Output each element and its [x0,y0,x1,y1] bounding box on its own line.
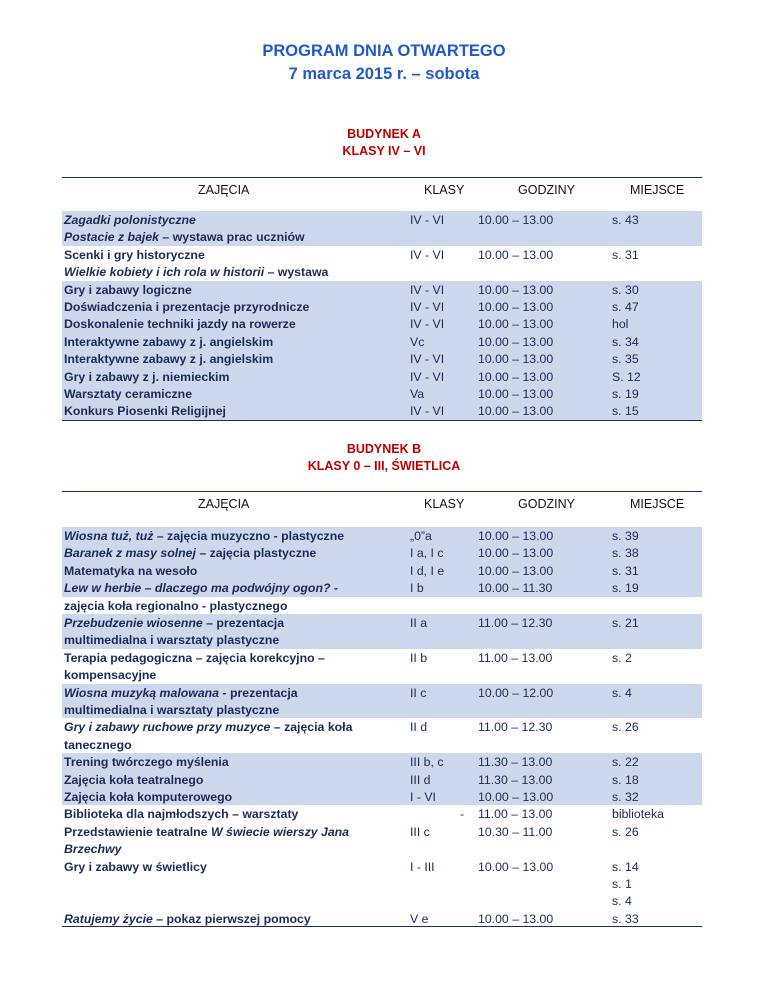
place-cell: s. 34 [612,334,639,349]
activity-cell [64,685,298,702]
table-b-top-rule [62,491,702,492]
activity-text-italic: Przebudzenie wiosenne [64,616,203,630]
activity-cell [64,789,232,806]
hours-cell: 10.00 – 13.00 [478,369,554,384]
activity-cell [64,299,309,316]
hours-cell: 10.00 – 13.00 [478,334,554,349]
hours-cell: 10.00 – 12.00 [478,685,554,700]
activity-text-bold: Warsztaty ceramiczne [64,387,193,401]
classes-cell: I - III [410,859,435,874]
hours-cell: 10.00 – 13.00 [478,352,554,367]
building-a-subtitle: KLASY IV – VI [342,144,426,158]
activity-text-italic: Wiosna muzyką malowana [64,685,220,700]
activity-cell [64,841,121,858]
activity-cell [64,580,338,597]
activity-text-italic: Lew w herbie – dlaczego ma podwójny ogon? - [64,581,338,596]
place-cell: s. 30 [612,282,639,297]
activity-text-bold: Interaktywne zabawy z j. angielskim [64,334,274,349]
place-cell: s. 22 [612,755,639,770]
activity-text-bold: Zajęcia koła komputerowego [64,790,233,804]
hours-cell: 10.00 – 13.00 [478,282,554,297]
classes-cell: III c [410,824,430,839]
place-cell: s. 21 [612,616,639,630]
activity-cell [64,351,273,368]
classes-cell: III d [410,772,431,787]
classes-cell: Vc [410,334,425,349]
table-b-header-classes: KLASY [424,497,465,511]
activity-text-bold: Biblioteka dla najmłodszych – warsztaty [64,807,299,822]
activity-text-rest: - prezentacja [219,685,298,700]
activity-text-italic: Brzechwy [64,842,122,857]
activity-cell [64,632,279,649]
table-b-header-place: MIEJSCE [630,497,685,511]
place-cell: s. 15 [612,404,639,419]
activity-text-italic: Zagadki polonistyczne [64,213,196,227]
activity-text-bold: Matematyka na wesoło [64,563,198,578]
classes-cell: - [460,807,465,822]
table-a-header-hours: GODZINY [518,183,575,197]
place-cell: s. 39 [612,529,639,543]
activity-text-italic: Gry i zabawy ruchowe przy muzyce [64,720,271,735]
classes-cell: Va [410,387,425,401]
activity-text-bold: Zajęcia koła teatralnego [64,772,204,787]
hours-cell: 10.00 – 13.00 [478,300,554,314]
hours-cell: 11.00 – 13.00 [478,650,553,665]
place-cell: s. 18 [612,772,639,787]
activity-text-bold: Gry i zabawy w świetlicy [64,859,207,874]
classes-cell: IV - VI [410,352,445,367]
page-subtitle-date: 7 marca 2015 r. – sobota [288,65,480,83]
table-a-header-classes: KLASY [424,183,465,197]
place-cell: s. 38 [612,546,639,561]
activity-cell [64,911,311,928]
place-cell: s. 47 [612,300,639,314]
building-b-subtitle: KLASY 0 – III, ŚWIETLICA [307,459,461,473]
activity-text-italic: Ratujemy życie [64,911,153,926]
activity-cell [64,545,316,562]
place-cell: s. 19 [612,581,639,596]
activity-cell [64,702,279,719]
activity-text-bold: Scenki i gry historyczne [64,247,205,262]
classes-cell: IV - VI [410,317,445,332]
activity-cell [64,650,325,667]
classes-cell: IV - VI [410,300,445,314]
activity-text-italic2: W świecie wierszy Jana [210,824,350,839]
hours-cell: 11.00 – 12.30 [478,616,553,630]
place-cell: s. 4 [612,685,632,700]
place-cell: s. 43 [612,213,639,227]
activity-cell [64,719,352,736]
activity-text-bold: Interaktywne zabawy z j. angielskim [64,352,274,367]
activity-cell [64,806,298,823]
hours-cell: 10.00 – 13.00 [478,911,554,926]
place-cell: s. 26 [612,720,639,735]
activity-cell [64,386,192,403]
activity-text-bold: Gry i zabawy z j. niemieckim [64,369,230,384]
activity-text-bold: Trening twórczego myślenia [64,755,229,770]
activity-text-rest: – wystawa [264,265,329,280]
activity-text-italic: Postacie z bajek [64,230,160,245]
hours-cell: 10.00 – 13.00 [478,247,554,262]
activity-text-bold: Konkurs Piosenki Religijnej [64,404,226,419]
classes-cell: IV - VI [410,247,445,262]
classes-cell: II d [410,720,428,735]
hours-cell: 10.00 – 13.00 [478,790,554,804]
activity-cell [64,212,196,229]
place-cell: s. 31 [612,563,639,578]
place-cell: s. 2 [612,650,632,665]
table-b-header-hours: GODZINY [518,497,575,511]
place-cell: hol [612,317,629,332]
activity-text-rest: – zajęcia plastyczne [195,546,317,561]
hours-cell: 11.30 – 13.00 [478,772,553,787]
activity-text-rest: – zajęcia muzyczno - plastyczne [153,529,345,543]
hours-cell: 11.30 – 13.00 [478,755,553,770]
classes-cell: II a [410,616,428,630]
hours-cell: 10.00 – 13.00 [478,213,554,227]
building-b-title: BUDYNEK B [346,442,422,456]
activity-cell [64,264,328,281]
hours-cell: 10.00 – 13.00 [478,387,554,401]
activity-cell [64,369,229,386]
activity-text-bold: Przedstawienie teatralne [64,824,211,839]
classes-cell: I d, I e [410,563,445,578]
activity-cell [64,282,192,299]
activity-text-bold: Doskonalenie techniki jazdy na rowerze [64,317,296,332]
place-cell: s. 35 [612,352,639,367]
activity-cell [64,316,296,333]
place-cell: s. 4 [612,894,632,909]
activity-cell [64,737,132,754]
classes-cell: IV - VI [410,404,445,419]
activity-cell [64,563,197,580]
table-b-header-activities: ZAJĘCIA [198,497,250,511]
activity-text-italic: Wielkie kobiety i ich rola w historii [64,265,265,280]
place-cell: s. 14 [612,859,639,874]
classes-cell: „0”a [410,529,432,543]
activity-cell [64,754,229,771]
activity-text-bold: Doświadczenia i prezentacje przyrodnicze [64,300,310,314]
hours-cell: 10.00 – 13.00 [478,546,554,561]
place-cell: s. 26 [612,824,639,839]
activity-cell [64,824,349,841]
classes-cell: IV - VI [410,282,445,297]
table-a-header-place: MIEJSCE [630,183,685,197]
activity-text-bold: zajęcia koła regionalno - plastycznego [64,598,288,613]
activity-text-bold: Gry i zabawy logiczne [64,282,192,297]
place-cell: S. 12 [612,369,641,384]
building-a-title: BUDYNEK A [347,127,421,141]
activity-text-rest: – prezentacja [202,616,285,630]
activity-cell [64,598,287,615]
activity-text-bold: multimedialna i warsztaty plastyczne [64,633,280,648]
classes-cell: I - VI [410,790,436,804]
hours-cell: 10.00 – 13.00 [478,859,554,874]
activity-text-rest: – zajęcia koła [270,720,353,735]
activity-cell [64,615,284,632]
activity-cell [64,403,226,420]
place-cell: s. 32 [612,790,639,804]
classes-cell: I a, I c [410,546,444,561]
classes-cell: II b [410,650,428,665]
activity-text-bold: Terapia pedagogiczna – zajęcia korekcyjno – [64,650,325,665]
place-cell: s. 33 [612,911,639,926]
place-cell: s. 1 [612,877,632,891]
activity-cell [64,528,344,545]
activity-text-bold: multimedialna i warsztaty plastyczne [64,703,280,717]
classes-cell: V e [410,911,429,926]
activity-cell [64,247,205,264]
activity-cell [64,229,305,246]
activity-text-bold: kompensacyjne [64,668,157,683]
page-title: PROGRAM DNIA OTWARTEGO [262,42,506,60]
activity-cell [64,334,273,351]
activity-cell [64,859,207,876]
table-a-header-activities: ZAJĘCIA [198,183,250,197]
hours-cell: 10.30 – 11.00 [478,824,553,839]
activity-text-italic: Baranek z masy solnej [64,546,196,561]
table-b-bottom-rule [62,926,702,927]
classes-cell: II c [410,685,427,700]
hours-cell: 10.00 – 13.00 [478,529,554,543]
classes-cell: IV - VI [410,213,445,227]
table-a-bottom-rule [62,420,702,421]
activity-cell [64,772,203,789]
classes-cell: III b, c [410,755,444,770]
hours-cell: 10.00 – 13.00 [478,317,554,332]
classes-cell: IV - VI [410,369,445,384]
activity-text-italic: Wiosna tuż, tuż [64,529,154,543]
place-cell: s. 19 [612,387,639,401]
place-cell: biblioteka [612,807,664,822]
place-cell: s. 31 [612,247,639,262]
hours-cell: 11.00 – 13.00 [478,807,553,822]
table-a-top-rule [62,177,702,178]
hours-cell: 10.00 – 11.30 [478,581,553,596]
hours-cell: 10.00 – 13.00 [478,404,554,419]
classes-cell: I b [410,581,424,596]
activity-cell [64,667,156,684]
activity-text-bold: tanecznego [64,737,132,752]
hours-cell: 11.00 – 12.30 [478,720,553,735]
activity-text-rest: – pokaz pierwszej pomocy [152,911,311,926]
hours-cell: 10.00 – 13.00 [478,563,554,578]
activity-text-rest: – wystawa prac uczniów [159,230,305,245]
